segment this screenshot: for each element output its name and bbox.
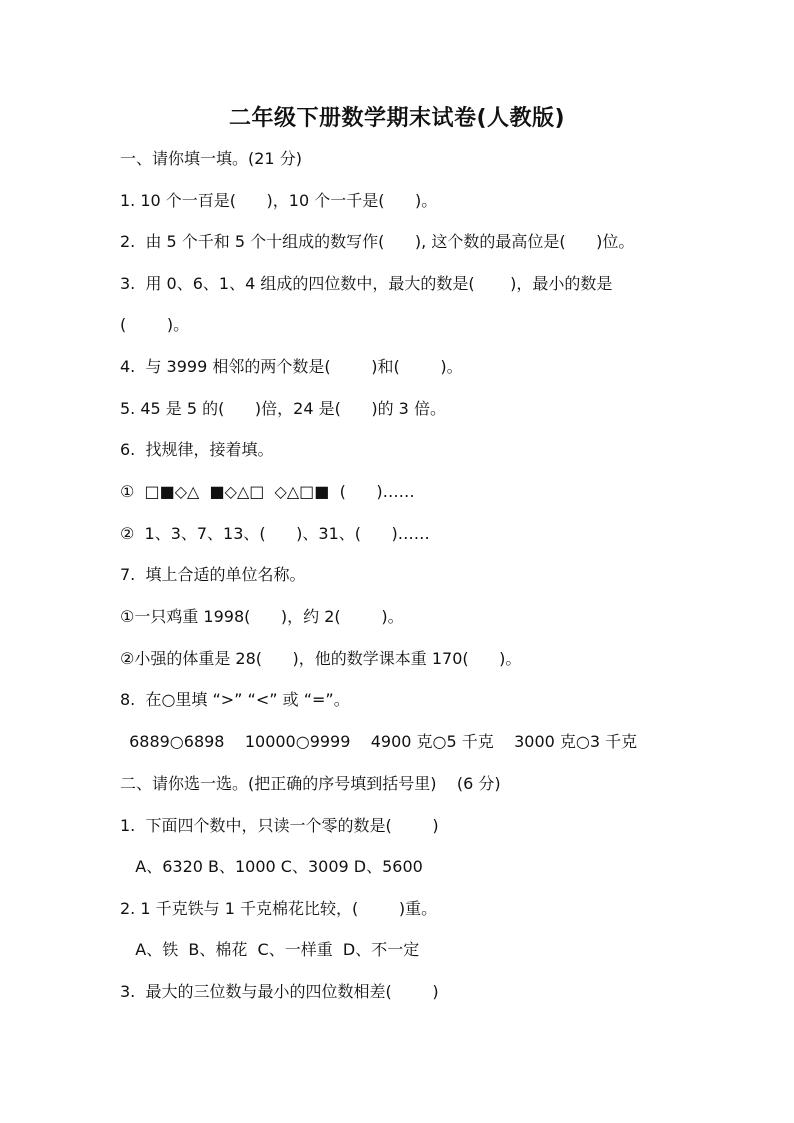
question-1-6: 6. 找规律，接着填。 xyxy=(120,440,274,459)
question-2-3: 3. 最大的三位数与最小的四位数相差( ) xyxy=(120,982,439,1001)
question-2-1-options: A、6320 B、1000 C、3009 D、5600 xyxy=(120,857,423,876)
question-2-2-options: A、铁 B、棉花 C、一样重 D、不一定 xyxy=(120,940,420,959)
question-1-5: 5. 45 是 5 的( )倍，24 是( )的 3 倍。 xyxy=(120,399,446,418)
units-item-2: ②小强的体重是 28( )，他的数学课本重 170( )。 xyxy=(120,649,522,668)
question-2-1: 1. 下面四个数中，只读一个零的数是( ) xyxy=(120,816,439,835)
question-1-3-continued: ( )。 xyxy=(120,315,190,334)
compare-items: 6889○6898 10000○9999 4900 克○5 千克 3000 克○3 千克 xyxy=(124,732,638,751)
pattern-numbers: ② 1、3、7、13、( )、31、( )…… xyxy=(120,524,430,543)
section-2-heading: 二、请你选一选。(把正确的序号填到括号里) (6 分) xyxy=(120,774,501,793)
section-1-heading: 一、请你填一填。(21 分) xyxy=(120,149,302,168)
units-item-1: ①一只鸡重 1998( )，约 2( )。 xyxy=(120,607,404,626)
question-1-4: 4. 与 3999 相邻的两个数是( )和( )。 xyxy=(120,357,463,376)
page-title: 二年级下册数学期末试卷(人教版) xyxy=(228,106,566,131)
question-1-2: 2. 由 5 个千和 5 个十组成的数写作( ), 这个数的最高位是( )位。 xyxy=(120,232,635,251)
question-1-3: 3. 用 0、6、1、4 组成的四位数中，最大的数是( )，最小的数是 xyxy=(120,274,613,293)
question-1-8: 8. 在○里填 “>” “<” 或 “=”。 xyxy=(120,690,350,709)
pattern-shapes: ① □■◇△ ■◇△□ ◇△□■ ( )…… xyxy=(120,482,415,501)
question-2-2: 2. 1 千克铁与 1 千克棉花比较，( )重。 xyxy=(120,899,438,918)
question-1-7: 7. 填上合适的单位名称。 xyxy=(120,565,306,584)
question-1-1: 1. 10 个一百是( )，10 个一千是( )。 xyxy=(120,191,438,210)
